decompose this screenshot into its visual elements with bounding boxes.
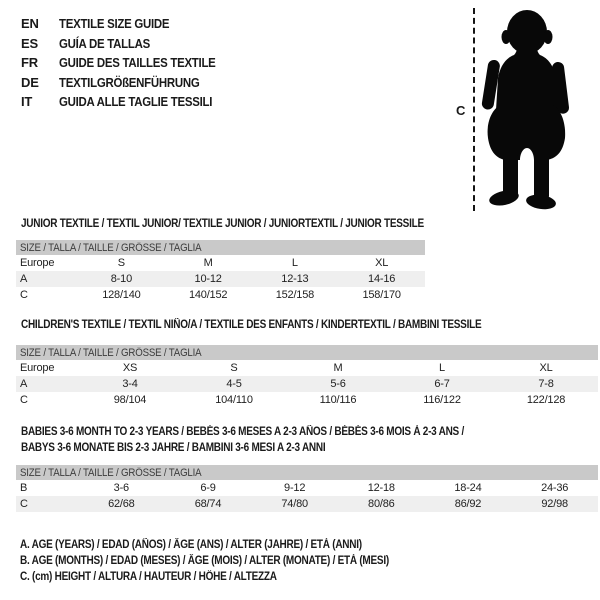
size-value-cell: 74/80 (281, 498, 308, 510)
language-code: ES (21, 35, 38, 51)
size-value-cell: 18-24 (454, 482, 482, 494)
size-value-cell: 158/170 (362, 289, 401, 301)
size-value-cell: XS (122, 362, 138, 374)
babies-size-table (16, 465, 598, 512)
language-code: DE (21, 74, 39, 90)
size-value-cell: 140/152 (188, 289, 228, 301)
size-header-text: SIZE / TALLA / TAILLE / GRÖSSE / TAGLIA (20, 241, 202, 254)
language-row-es (21, 36, 237, 56)
size-value-cell: 14-16 (368, 273, 396, 285)
size-header-bar (16, 345, 598, 360)
children-size-table (16, 345, 598, 408)
size-value-cell: 110/116 (319, 394, 357, 406)
row-label: C (20, 289, 28, 301)
language-code: IT (21, 94, 33, 109)
size-value-cell: 152/158 (275, 289, 315, 301)
size-value-cell: 6-9 (200, 482, 216, 494)
size-value-cell: 24-36 (541, 482, 569, 494)
table-row (16, 255, 425, 271)
size-value-cell: M (203, 257, 213, 269)
size-value-cell: 62/68 (108, 498, 135, 510)
footnote-age-months: B. AGE (MONTHS) / EDAD (MESES) / ÂGE (MOIS) / ALTER (MONATE) / ETÀ (MESI) (20, 555, 389, 567)
table-row (16, 496, 598, 512)
size-value-cell: 12-18 (367, 482, 395, 494)
table-row (16, 287, 425, 303)
size-value-cell: 9-12 (284, 482, 306, 494)
size-value-cell: XL (539, 362, 553, 374)
height-measure-label: C (456, 103, 466, 118)
size-value-cell: 3-6 (113, 482, 129, 494)
children-table-body (16, 360, 598, 408)
size-value-cell: 12-13 (281, 273, 309, 285)
size-value-cell: 92/98 (541, 498, 568, 510)
size-value-cell: 3-4 (122, 378, 138, 390)
size-value-cell: 4-5 (226, 378, 242, 390)
size-value-cell: 6-7 (434, 378, 450, 390)
language-guide-title: GUIDA ALLE TAGLIE TESSILI (59, 94, 213, 109)
size-value-cell: 128/140 (102, 289, 141, 301)
table-row (16, 360, 598, 376)
row-label: Europe (20, 362, 55, 374)
height-measurement-figure (450, 5, 600, 217)
row-label: C (20, 498, 28, 510)
language-title-list (21, 16, 237, 114)
footnote-age-years: A. AGE (YEARS) / EDAD (AÑOS) / ÂGE (ANS) / ALTER (JAHRE) / ETÀ (ANNI) (20, 539, 362, 551)
junior-table-body (16, 255, 425, 303)
language-guide-title: GUÍA DE TALLAS (59, 35, 150, 51)
language-guide-title: GUIDE DES TAILLES TEXTILE (59, 55, 216, 70)
size-header-text: SIZE / TALLA / TAILLE / GRÖSSE / TAGLIA (20, 466, 202, 479)
language-guide-title: TEXTILE SIZE GUIDE (59, 16, 170, 31)
size-value-cell: 98/104 (113, 394, 147, 406)
junior-textile-section (16, 216, 484, 303)
baby-silhouette (478, 8, 574, 210)
height-dashed-line (473, 8, 475, 211)
size-value-cell: S (230, 362, 238, 374)
size-header-bar (16, 240, 425, 255)
babies-table-title-line2: BABYS 3-6 MONATE BIS 2-3 JAHRE / BAMBINI 3-6 MESI A 2-3 ANNI (21, 442, 326, 454)
size-value-cell: 10-12 (194, 273, 222, 285)
language-row-it (21, 94, 237, 114)
size-header-bar (16, 465, 598, 480)
size-value-cell: L (291, 257, 298, 269)
language-row-de (21, 75, 237, 95)
size-value-cell: 68/74 (194, 498, 222, 510)
size-value-cell: XL (375, 257, 389, 269)
row-label: A (20, 378, 28, 390)
babies-table-body (16, 480, 598, 512)
table-row (16, 376, 598, 392)
babies-textile-section (16, 424, 598, 512)
footnote-height-cm: C. (cm) HEIGHT / ALTURA / HAUTEUR / HÖHE / ALTEZZA (20, 571, 277, 583)
legend-footnotes (20, 537, 444, 585)
size-value-cell: 104/110 (215, 394, 253, 406)
table-row (16, 271, 425, 287)
row-label: A (20, 273, 28, 285)
size-value-cell: 80/86 (368, 498, 395, 510)
language-guide-title: TEXTILGRÖßENFÜHRUNG (59, 74, 200, 90)
children-textile-section (16, 317, 598, 408)
children-table-title: CHILDREN'S TEXTILE / TEXTIL NIÑO/A / TEXTILE DES ENFANTS / KINDERTEXTIL / BAMBINI TESSILE (21, 319, 482, 331)
language-code: FR (21, 55, 38, 70)
size-value-cell: L (439, 362, 445, 374)
size-value-cell: 116/122 (423, 394, 461, 406)
language-row-en (21, 16, 237, 36)
junior-table-title: JUNIOR TEXTILE / TEXTIL JUNIOR/ TEXTILE JUNIOR / JUNIORTEXTIL / JUNIOR TESSILE (21, 218, 424, 230)
size-value-cell: 8-10 (110, 273, 132, 285)
row-label: C (20, 394, 28, 406)
junior-size-table (16, 240, 425, 303)
babies-table-title-line1: BABIES 3-6 MONTH TO 2-3 YEARS / BEBÉS 3-6 MESES A 2-3 AÑOS / BÉBÉS 3-6 MOIS À 2-3 ANS / (21, 426, 465, 438)
size-value-cell: 122/128 (526, 394, 566, 406)
table-row (16, 392, 598, 408)
row-label: B (20, 482, 28, 494)
language-row-fr (21, 55, 237, 75)
size-value-cell: 5-6 (330, 378, 346, 390)
size-value-cell: 7-8 (538, 378, 554, 390)
size-header-text: SIZE / TALLA / TAILLE / GRÖSSE / TAGLIA (20, 346, 202, 359)
language-code: EN (21, 16, 39, 31)
size-value-cell: S (117, 257, 125, 269)
size-value-cell: M (333, 362, 343, 374)
size-value-cell: 86/92 (454, 498, 482, 510)
row-label: Europe (20, 257, 55, 269)
table-row (16, 480, 598, 496)
